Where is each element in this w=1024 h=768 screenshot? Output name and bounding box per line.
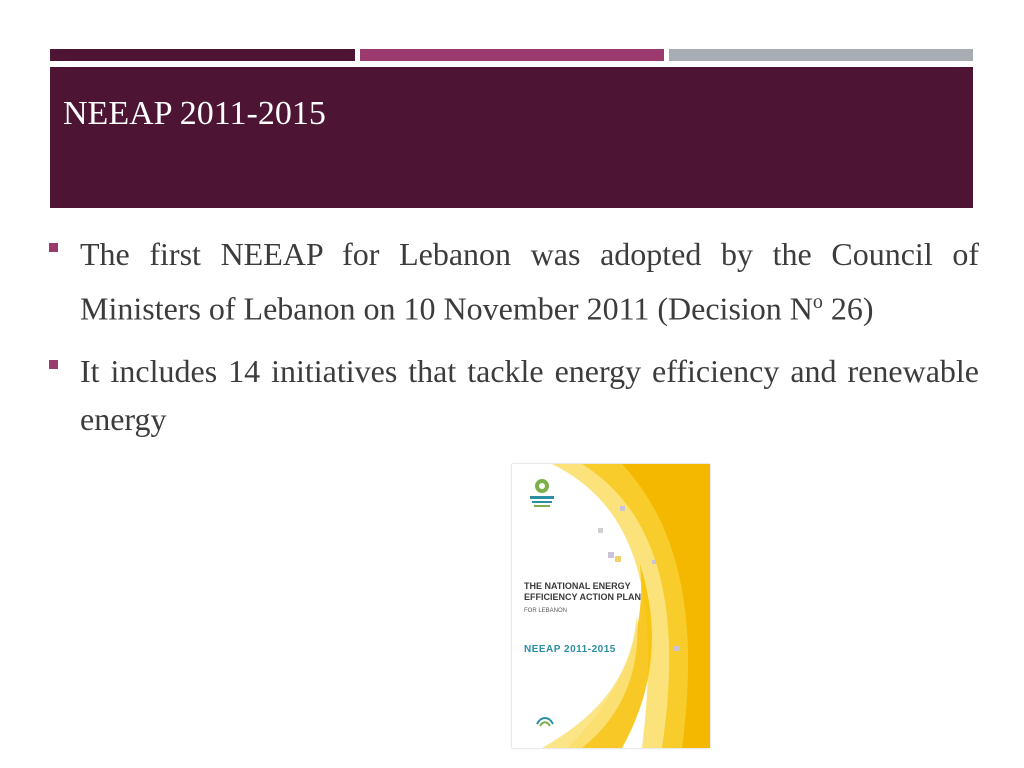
title-band xyxy=(50,67,973,208)
bullet-item xyxy=(44,230,979,333)
top-bar-middle xyxy=(360,49,664,61)
bullet-square-icon xyxy=(49,243,58,252)
bullet-text xyxy=(80,230,979,333)
slide-title: NEEAP 2011-2015 xyxy=(63,95,326,132)
bullet-text-superscript: o xyxy=(812,291,823,313)
top-bar-right xyxy=(669,49,973,61)
report-cover-image xyxy=(512,464,710,748)
bullet-square-icon xyxy=(49,360,58,369)
bullet-text-tail: 26) xyxy=(822,290,874,327)
cover-code: NEEAP 2011-2015 xyxy=(524,644,616,655)
cover-subtitle: FOR LEBANON xyxy=(524,608,568,614)
bullet-text: It includes 14 initiatives that tackle energy efficiency and renewable energy xyxy=(80,352,979,437)
bullet-list xyxy=(44,230,979,457)
bullet-text-main: The first NEEAP for Lebanon was adopted by the Council of Ministers of Lebanon on 10 November 2011 (Decision N xyxy=(80,236,979,327)
bullet-item xyxy=(44,347,979,443)
ministry-logo xyxy=(524,476,560,512)
top-bar-left xyxy=(50,49,355,61)
cover-title: THE NATIONAL ENERGY EFFICIENCY ACTION PLAN xyxy=(524,581,642,602)
lcec-logo xyxy=(535,714,555,730)
